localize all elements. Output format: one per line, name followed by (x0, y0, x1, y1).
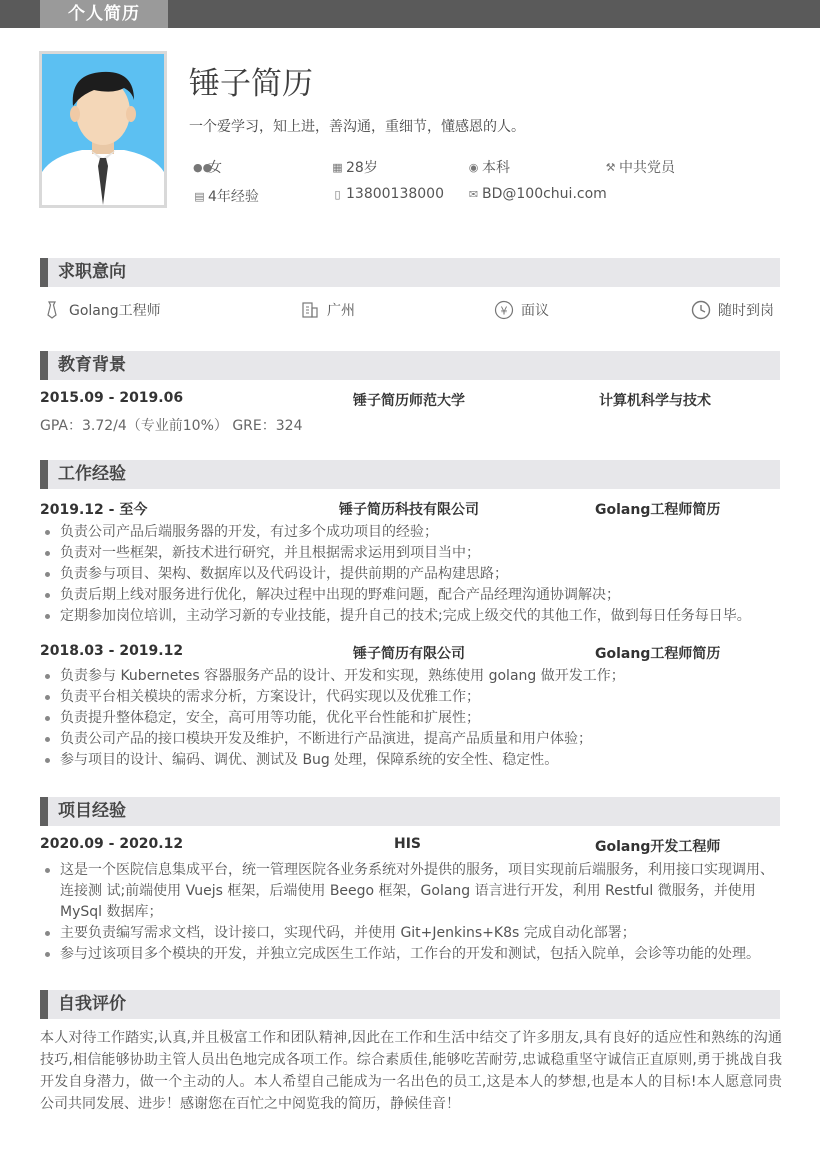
age-info (331, 157, 378, 177)
list-item: 参与过该项目多个模块的开发，并独立完成医生工作站，工作台的开发和测试，包括入院单，会诊等功能的处理。 (40, 944, 780, 965)
intent-salary (494, 298, 549, 322)
intent-city (300, 298, 355, 322)
list-item: 负责参与项目、架构、数据库以及代码设计，提供前期的产品构建思路； (40, 564, 780, 585)
motto: 一个爱学习，知上进，善沟通，重细节，懂感恩的人。 (189, 119, 525, 135)
section-projects (40, 797, 780, 826)
list-item: 负责提升整体稳定，安全，高可用等功能，优化平台性能和扩展性； (40, 708, 780, 729)
politics-info (604, 157, 675, 177)
work-1-period: 2019.12 - 至今 (40, 502, 148, 518)
section-title: 自我评价 (58, 994, 126, 1014)
mail-icon: ✉ (468, 187, 479, 201)
section-bar (40, 460, 48, 489)
section-bar (40, 990, 48, 1019)
avatar-photo (39, 51, 167, 208)
top-bar (0, 0, 820, 28)
experience-info (193, 186, 259, 206)
edu-period: 2015.09 - 2019.06 (40, 390, 184, 406)
list-item: 定期参加岗位培训，主动学习新的专业技能，提升自己的技术;完成上级交代的其他工作，做到每日任务每日毕。 (40, 606, 780, 627)
section-title: 求职意向 (58, 262, 126, 282)
degree-info (467, 157, 510, 177)
section-bar (40, 351, 48, 380)
list-item: 负责对一些框架，新技术进行研究，并且根据需求运用到项目当中； (40, 543, 780, 564)
phone-info (331, 186, 444, 202)
project-1-role: Golang开发工程师 (595, 839, 721, 855)
phone-value: 13800138000 (346, 186, 444, 202)
work-1-company: 锤子简历科技有限公司 (339, 502, 479, 518)
intent-availability (691, 298, 774, 322)
project-1-period: 2020.09 - 2020.12 (40, 836, 184, 852)
experience-value: 4年经验 (208, 189, 259, 205)
work-2-bullets (40, 666, 780, 771)
work-2-company: 锤子简历有限公司 (353, 646, 465, 662)
project-1-name: HIS (394, 836, 422, 852)
section-intent (40, 258, 780, 287)
work-2-period: 2018.03 - 2019.12 (40, 643, 184, 659)
self-eval-text: 本人对待工作踏实,认真,并且极富工作和团队精神,因此在工作和生活中结交了许多朋友,具有良好的适应性和熟练的沟通技巧,相信能够协助主管人员出色地完成各项工作。综合素质佳,能够吃苦耐劳,忠诚稳重坚守诚信正直原则,勇于挑战自我开发自身潜力，做一个主动的人。本人希望自己能成为一名出色的员工,这是本人的梦想,也是本人的目标!本人愿意同贵公司共同发展、进步！感谢您在百忙之中阅览我的简历，静候佳音！ (40, 1030, 782, 1112)
phone-icon: ▯ (334, 187, 341, 201)
section-bar (40, 797, 48, 826)
calendar-icon: ▦ (332, 160, 343, 174)
yuan-icon (494, 300, 514, 320)
svg-text:¥: ¥ (500, 304, 508, 318)
section-bar (40, 258, 48, 287)
section-title: 教育背景 (58, 355, 126, 375)
intent-position-value: Golang工程师 (69, 303, 161, 319)
building-icon (300, 300, 320, 320)
project-1-bullets (40, 860, 780, 965)
clock-icon (691, 300, 711, 320)
list-item: 负责平台相关模块的需求分析，方案设计，代码实现以及优雅工作； (40, 687, 780, 708)
tie-icon (42, 300, 62, 320)
intent-position (42, 298, 161, 322)
gender-icon: ●● (193, 160, 213, 174)
intent-availability-value: 随时到岗 (718, 303, 774, 319)
edu-school: 锤子简历师范大学 (353, 393, 465, 409)
party-icon: ⚒ (605, 160, 616, 174)
list-item: 负责公司产品的接口模块开发及维护，不断进行产品演进，提高产品质量和用户体验； (40, 729, 780, 750)
list-item: 参与项目的设计、编码、调优、测试及 Bug 处理，保障系统的安全性、稳定性。 (40, 750, 780, 771)
section-title: 工作经验 (58, 464, 126, 484)
avatar-illustration (42, 54, 164, 205)
age-value: 28岁 (346, 160, 378, 176)
work-1-title: Golang工程师简历 (595, 502, 721, 518)
section-self-eval (40, 990, 780, 1019)
work-1-bullets (40, 522, 780, 627)
politics-value: 中共党员 (619, 160, 675, 176)
gender-info (193, 157, 222, 177)
list-item: 这是一个医院信息集成平台，统一管理医院各业务系统对外提供的服务，项目实现前后端服务，利用接口实现调用、连接测 试;前端使用 Vuejs 框架，后端使用 Beego 框架，Golang 语言进行开发，利用 Restful 微服务，并使用 MySql 数据库； (40, 860, 780, 923)
list-item: 负责参与 Kubernetes 容器服务产品的设计、开发和实现，熟练使用 golang 做开发工作； (40, 666, 780, 687)
degree-value: 本科 (482, 160, 510, 176)
resume-name: 锤子简历 (189, 66, 313, 102)
section-work (40, 460, 780, 489)
email-info (467, 186, 607, 202)
gender-value: 女 (208, 160, 222, 176)
edu-gpa: GPA：3.72/4（专业前10%） GRE：324 (40, 418, 303, 434)
work-2-title: Golang工程师简历 (595, 646, 721, 662)
intent-salary-value: 面议 (521, 303, 549, 319)
resume-tab: 个人简历 (40, 0, 168, 28)
list-item: 负责后期上线对服务进行优化，解决过程中出现的野难问题，配合产品经理沟通协调解决； (40, 585, 780, 606)
email-value: BD@100chui.com (482, 186, 607, 202)
intent-city-value: 广州 (327, 303, 355, 319)
section-title: 项目经验 (58, 801, 126, 821)
list-item: 负责公司产品后端服务器的开发，有过多个成功项目的经验； (40, 522, 780, 543)
document-icon: ▤ (194, 189, 205, 203)
graduation-cap-icon: ◉ (468, 160, 479, 174)
list-item: 主要负责编写需求文档，设计接口，实现代码，并使用 Git+Jenkins+K8s 完成自动化部署； (40, 923, 780, 944)
section-education (40, 351, 780, 380)
edu-major: 计算机科学与技术 (599, 393, 711, 409)
